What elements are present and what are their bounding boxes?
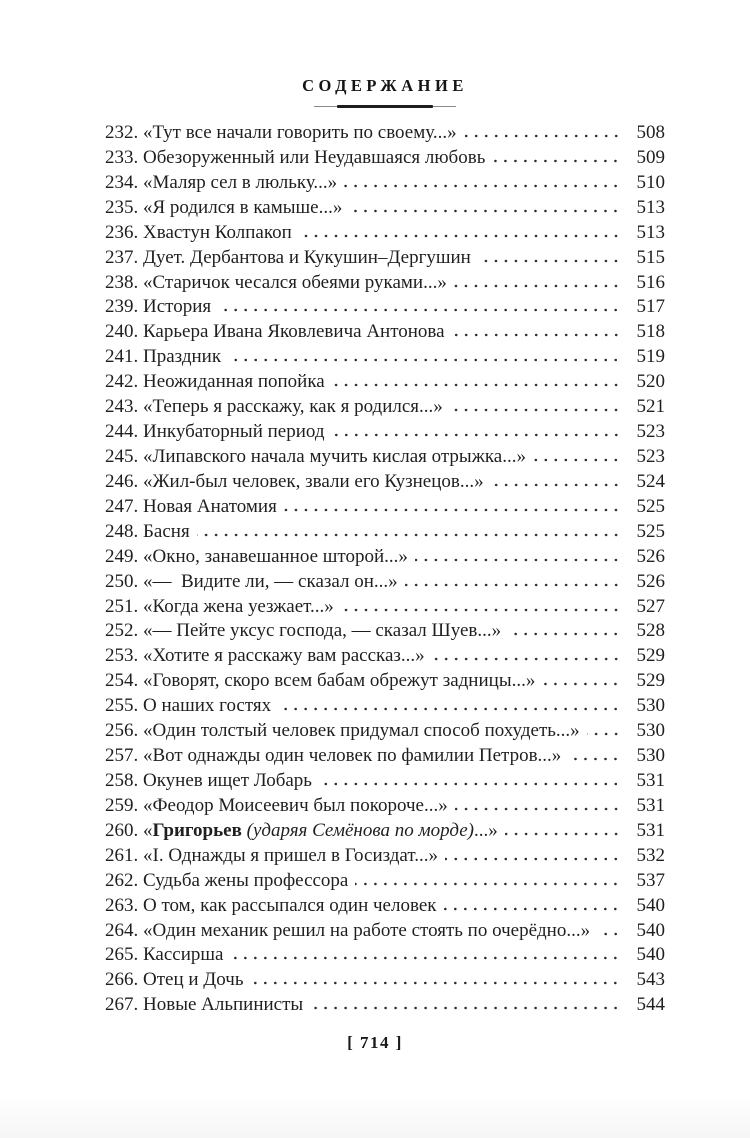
toc-entry-page: 521 (636, 396, 665, 418)
dot-leader (319, 782, 623, 786)
toc-entry (105, 968, 665, 993)
page-footer (0, 1033, 750, 1053)
toc-entry (105, 221, 665, 246)
dot-leader (455, 807, 623, 811)
toc-entry-number: 243. (105, 396, 143, 418)
toc-entry (105, 370, 665, 395)
toc-entry-number: 240. (105, 321, 143, 343)
toc-entry (105, 644, 665, 669)
toc-entry (105, 819, 665, 844)
toc-entry (105, 420, 665, 445)
toc-entry-title: 236. Хвастун Колпакоп (105, 221, 292, 243)
toc-entry-number: 261. (105, 844, 143, 866)
toc-entry (105, 869, 665, 894)
toc-entry-title: 247. Новая Анатомия (105, 495, 277, 517)
dot-leader (197, 533, 623, 537)
toc-entry-title: 260. «Григорьев (ударяя Семёнова по морде)...» (105, 819, 498, 841)
toc-entry-number: 258. (105, 769, 143, 791)
toc-entry-number: 242. (105, 371, 143, 393)
dot-leader (478, 259, 623, 263)
dot-leader (299, 234, 623, 238)
toc-entry-number: 252. (105, 620, 143, 642)
toc-entry-number: 247. (105, 495, 143, 517)
toc-entry-page: 518 (636, 321, 665, 343)
toc-entry-number: 267. (105, 994, 143, 1016)
dot-leader (491, 483, 623, 487)
dot-leader (587, 732, 623, 736)
toc-entry (105, 669, 665, 694)
toc-entry-number: 265. (105, 944, 143, 966)
dot-leader (432, 657, 623, 661)
dot-leader (250, 981, 623, 985)
toc-entry-number: 234. (105, 171, 143, 193)
toc-entry-page: 537 (636, 869, 665, 891)
toc-entry-title: 263. О том, как рассыпался один человек (105, 894, 437, 916)
toc-entry-number: 264. (105, 919, 143, 941)
dot-leader (492, 159, 623, 163)
toc-entry-title: 259. «Феодор Моисеевич был покороче...» (105, 794, 448, 816)
toc-entry-title: 244. Инкубаторный период (105, 421, 325, 443)
toc-entry-title: 261. «I. Однажды я пришел в Госиздат...» (105, 844, 439, 866)
toc-entry-number: 238. (105, 271, 143, 293)
toc-entry-page: 531 (636, 794, 665, 816)
toc-entry-number: 259. (105, 794, 143, 816)
toc-entry-page: 516 (636, 271, 665, 293)
toc-entry-number: 255. (105, 695, 143, 717)
toc-entry-page: 530 (636, 745, 665, 767)
toc-entry-number: 251. (105, 595, 143, 617)
dot-leader (332, 383, 623, 387)
toc-entry-number: 232. (105, 122, 143, 143)
toc-entry-title: 257. «Вот однажды один человек по фамилии Петров...» (105, 745, 562, 767)
toc-entry-title: 252. «— Пейте уксус господа, — сказал Шуев...» (105, 620, 502, 642)
toc-entry-number: 245. (105, 445, 143, 467)
dot-leader (452, 333, 623, 337)
dot-leader (344, 184, 623, 188)
toc-entry (105, 495, 665, 520)
toc-entry-number: 256. (105, 720, 143, 742)
toc-entry-number: 237. (105, 246, 143, 268)
toc-entry (105, 445, 665, 470)
toc-entry-title: 256. «Один толстый человек придумал способ похудеть...» (105, 720, 580, 742)
toc-entry-title: 258. Окунев ищет Лобарь (105, 769, 312, 791)
toc-entry-page: 531 (636, 819, 665, 841)
toc-entry-page: 540 (636, 919, 665, 941)
toc-entry-title: 234. «Маляр сел в люльку...» (105, 171, 338, 193)
dot-leader (542, 682, 623, 686)
toc-entry-page: 508 (636, 122, 665, 143)
toc-entry (105, 619, 665, 644)
toc-entry-title: 233. Обезоруженный или Неудавшаяся любовь (105, 146, 486, 168)
toc-entry-page: 526 (636, 570, 665, 592)
toc-entry-number: 263. (105, 894, 143, 916)
toc-entry-number: 254. (105, 670, 143, 692)
toc-entry (105, 595, 665, 620)
toc-entry-page: 529 (636, 670, 665, 692)
toc-entry-title: 241. Праздник (105, 346, 222, 368)
toc-entry-page: 544 (636, 994, 665, 1016)
toc-entry (105, 744, 665, 769)
toc-entry (105, 844, 665, 869)
toc-entry (105, 794, 665, 819)
toc-entry (105, 395, 665, 420)
dot-leader (218, 308, 623, 312)
toc-entry (105, 570, 665, 595)
dot-leader (450, 408, 623, 412)
toc-entry-page: 530 (636, 720, 665, 742)
toc-entry-page: 526 (636, 545, 665, 567)
toc-entry (105, 470, 665, 495)
toc-entry-page: 525 (636, 520, 665, 542)
toc-entry-number: 250. (105, 570, 143, 592)
toc-entry-title: 264. «Один механик решил на работе стоять по очерёдно...» (105, 919, 591, 941)
dot-leader (508, 632, 623, 636)
page-title: СОДЕРЖАНИЕ (302, 76, 468, 95)
toc-entry-page: 523 (636, 421, 665, 443)
toc-entry-title: 250. «— Видите ли, — сказал он...» (105, 570, 398, 592)
toc-list (0, 121, 750, 1018)
toc-entry-number: 236. (105, 221, 143, 243)
dot-leader (443, 907, 623, 911)
dot-leader (310, 1006, 623, 1010)
toc-entry-page: 530 (636, 695, 665, 717)
toc-entry-number: 249. (105, 545, 143, 567)
toc-entry-number: 248. (105, 520, 143, 542)
toc-entry-page: 543 (636, 969, 665, 991)
toc-entry-title: 267. Новые Альпинисты (105, 994, 304, 1016)
toc-entry-title: 262. Судьба жены профессора (105, 869, 349, 891)
toc-entry (105, 271, 665, 296)
toc-entry-page: 540 (636, 894, 665, 916)
toc-entry (105, 993, 665, 1018)
toc-entry-title: 246. «Жил-был человек, звали его Кузнецов...» (105, 470, 484, 492)
toc-entry-title: 253. «Хотите я расскажу вам рассказ...» (105, 645, 425, 667)
toc-entry (105, 246, 665, 271)
toc-entry-number: 253. (105, 645, 143, 667)
toc-entry-number: 266. (105, 969, 143, 991)
toc-entry-title: 255. О наших гостях (105, 695, 272, 717)
dot-leader (533, 458, 623, 462)
dot-leader (230, 956, 623, 960)
toc-entry (105, 171, 665, 196)
dot-leader (355, 882, 623, 886)
dot-leader (597, 932, 623, 936)
toc-entry-page: 523 (636, 445, 665, 467)
toc-entry-page: 515 (636, 246, 665, 268)
toc-entry-page: 510 (636, 171, 665, 193)
toc-entry-title: 266. Отец и Дочь (105, 969, 244, 991)
toc-entry-page: 513 (636, 221, 665, 243)
toc-entry-title: 238. «Старичок чесался обеями руками...» (105, 271, 447, 293)
toc-entry-page: 517 (636, 296, 665, 318)
toc-entry-number: 241. (105, 346, 143, 368)
toc-entry-page: 527 (636, 595, 665, 617)
toc-entry-title: 251. «Когда жена уезжает...» (105, 595, 334, 617)
ornament-thick-bar (337, 105, 433, 108)
dot-leader (454, 284, 623, 288)
dot-leader (568, 757, 623, 761)
toc-entry-page: 525 (636, 495, 665, 517)
toc-entry-title: 242. Неожиданная попойка (105, 371, 325, 393)
toc-entry-title: 254. «Говорят, скоро всем бабам обрежут задницы...» (105, 670, 536, 692)
toc-entry (105, 520, 665, 545)
dot-leader (505, 832, 623, 836)
header-ornament-rule (314, 105, 456, 108)
dot-leader (228, 358, 623, 362)
toc-entry (105, 894, 665, 919)
toc-entry (105, 769, 665, 794)
toc-entry (105, 121, 665, 146)
toc-entry-page: 528 (636, 620, 665, 642)
toc-entry (105, 345, 665, 370)
toc-entry-page: 524 (636, 470, 665, 492)
dot-leader (405, 583, 623, 587)
toc-entry-title: 239. История (105, 296, 212, 318)
toc-entry (105, 295, 665, 320)
toc-entry-number: 260. (105, 819, 143, 841)
toc-entry-page: 529 (636, 645, 665, 667)
toc-entry-page: 509 (636, 146, 665, 168)
toc-entry-title: 265. Кассирша (105, 944, 224, 966)
toc-entry-page: 513 (636, 196, 665, 218)
toc-entry-page: 519 (636, 346, 665, 368)
toc-entry-page: 531 (636, 769, 665, 791)
toc-entry (105, 196, 665, 221)
toc-entry-number: 262. (105, 869, 143, 891)
dot-leader (445, 857, 623, 861)
toc-entry (105, 694, 665, 719)
toc-entry-title: 240. Карьера Ивана Яковлевича Антонова (105, 321, 445, 343)
toc-entry (105, 545, 665, 570)
dot-leader (349, 209, 623, 213)
toc-entry-number: 239. (105, 296, 143, 318)
toc-entry-title: 232. «Тут все начали говорить по своему...» (105, 122, 457, 143)
toc-entry-title: 248. Басня (105, 520, 190, 542)
toc-entry (105, 146, 665, 171)
toc-entry-number: 244. (105, 421, 143, 443)
toc-entry (105, 943, 665, 968)
toc-entry-page: 532 (636, 844, 665, 866)
toc-entry-number: 235. (105, 196, 143, 218)
dot-leader (415, 558, 623, 562)
toc-entry-title: 237. Дует. Дербантова и Кукушин–Дергушин (105, 246, 471, 268)
toc-entry-title: 243. «Теперь я расскажу, как я родился...» (105, 396, 443, 418)
dot-leader (284, 508, 623, 512)
toc-entry-title: 245. «Липавского начала мучить кислая отрыжка...» (105, 445, 526, 467)
toc-entry-number: 257. (105, 745, 143, 767)
dot-leader (464, 134, 623, 138)
page-number: [ 714 ] (347, 1033, 403, 1052)
dot-leader (278, 707, 623, 711)
toc-entry (105, 320, 665, 345)
toc-entry-title: 235. «Я родился в камыше...» (105, 196, 343, 218)
page-header (0, 0, 750, 108)
dot-leader (332, 433, 623, 437)
toc-entry (105, 919, 665, 944)
toc-entry-page: 540 (636, 944, 665, 966)
dot-leader (341, 608, 623, 612)
toc-entry-page: 520 (636, 371, 665, 393)
toc-entry (105, 719, 665, 744)
toc-entry-title: 249. «Окно, занавешанное шторой...» (105, 545, 408, 567)
toc-entry-number: 246. (105, 470, 143, 492)
toc-entry-number: 233. (105, 146, 143, 168)
